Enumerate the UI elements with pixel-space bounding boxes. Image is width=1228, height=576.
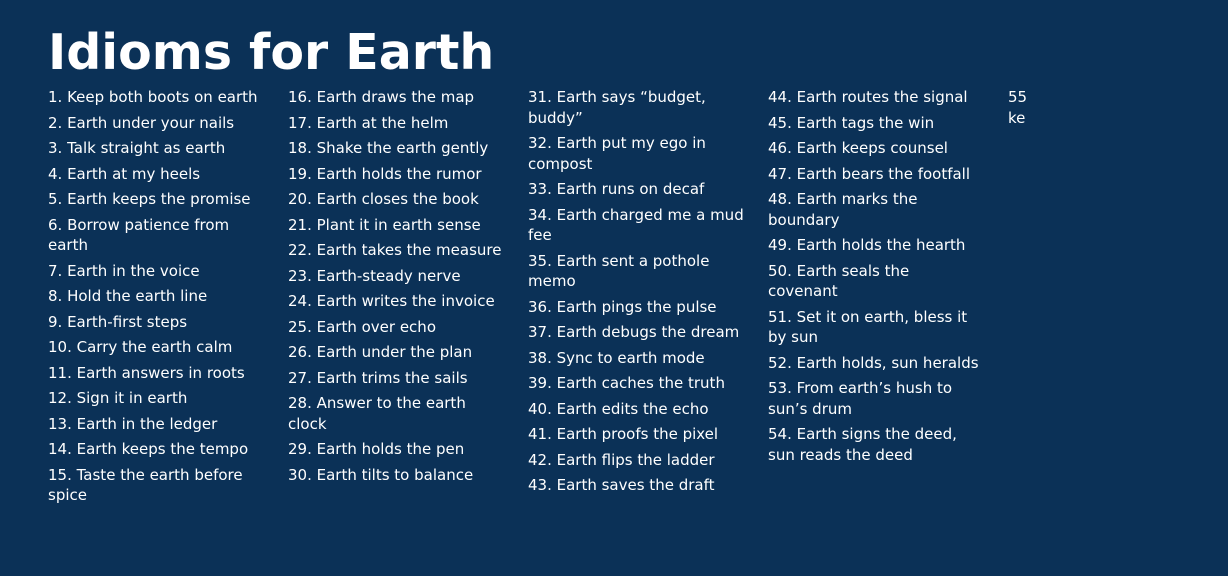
idiom-item: 15. Taste the earth before spice [48, 465, 243, 504]
idiom-item: 3. Talk straight as earth [48, 139, 226, 157]
idiom-item: 44. Earth routes the signal [768, 88, 968, 106]
idiom-item: 31. Earth says “budget, buddy” [528, 88, 706, 127]
idiom-item: 4. Earth at my heels [48, 164, 201, 183]
idiom-item: 8. Hold the earth line [48, 287, 208, 305]
idiom-item: 37. Earth debugs the dream [528, 323, 740, 341]
idiom-item: 22. Earth takes the measure [288, 241, 502, 259]
idiom-item: 33. Earth runs on decaf [528, 180, 705, 198]
idiom-item: 13. Earth in the ledger [48, 414, 218, 433]
idiom-item: 10. Carry the earth calm [48, 338, 233, 356]
idiom-item: 7. Earth in the voice [48, 261, 200, 280]
idiom-column-2 [288, 87, 508, 490]
idiom-item: 14. Earth keeps the tempo [48, 440, 249, 458]
idiom-item: 46. Earth keeps counsel [768, 139, 948, 157]
idiom-item: 26. Earth under the plan [288, 343, 473, 361]
idiom-item: 48. Earth marks the boundary [768, 190, 918, 229]
idiom-item: 30. Earth tilts to balance [288, 465, 474, 484]
idiom-item: 18. Shake the earth gently [288, 139, 489, 157]
idiom-item: 1. Keep both boots on earth [48, 88, 258, 106]
idiom-column-1 [48, 87, 268, 511]
idiom-item: 24. Earth writes the invoice [288, 292, 495, 310]
idiom-column-3 [528, 87, 748, 501]
idiom-text-fragment: ke [1008, 108, 1026, 127]
idiom-item: 51. Set it on earth, bless it by sun [768, 307, 968, 346]
slide-title: Idioms for Earth [48, 24, 495, 81]
idiom-item: 41. Earth proofs the pixel [528, 425, 719, 443]
idiom-item: 11. Earth answers in roots [48, 363, 245, 382]
idiom-item: 12. Sign it in earth [48, 389, 188, 407]
idiom-item: 20. Earth closes the book [288, 190, 479, 208]
idiom-item: 54. Earth signs the deed, sun reads the deed [768, 425, 957, 464]
idiom-item: 38. Sync to earth mode [528, 348, 705, 367]
idiom-item: 9. Earth-first steps [48, 312, 188, 331]
idiom-item: 34. Earth charged me a mud fee [528, 205, 744, 244]
idiom-item: 35. Earth sent a pothole memo [528, 251, 710, 290]
idiom-item: 16. Earth draws the map [288, 88, 475, 106]
idiom-column-4 [768, 87, 982, 470]
idiom-item: 32. Earth put my ego in compost [528, 134, 706, 173]
idiom-item: 43. Earth saves the draft [528, 476, 715, 494]
idiom-item: 50. Earth seals the covenant [768, 261, 910, 300]
idiom-item: 45. Earth tags the win [768, 113, 935, 132]
idiom-item [1008, 87, 1228, 128]
idiom-item: 42. Earth flips the ladder [528, 450, 715, 469]
idiom-item: 53. From earth’s hush to sun’s drum [768, 379, 953, 418]
idiom-item: 27. Earth trims the sails [288, 368, 468, 387]
idiom-item: 19. Earth holds the rumor [288, 164, 482, 183]
idiom-item: 52. Earth holds, sun heralds [768, 353, 979, 372]
idiom-item: 36. Earth pings the pulse [528, 297, 717, 316]
idiom-item: 28. Answer to the earth clock [288, 394, 466, 433]
idiom-item: 23. Earth-steady nerve [288, 266, 461, 285]
idiom-item: 47. Earth bears the footfall [768, 164, 971, 183]
idiom-item: 6. Borrow patience from earth [48, 215, 230, 254]
idiom-item: 5. Earth keeps the promise [48, 190, 251, 208]
idiom-column-5-clipped [1008, 87, 1028, 133]
idiom-item: 25. Earth over echo [288, 317, 436, 336]
idiom-item: 21. Plant it in earth sense [288, 215, 481, 234]
idiom-item: 29. Earth holds the pen [288, 440, 465, 458]
idiom-item: 39. Earth caches the truth [528, 374, 725, 392]
idiom-item: 2. Earth under your nails [48, 113, 235, 132]
idiom-item: 17. Earth at the helm [288, 113, 449, 132]
idiom-item: 49. Earth holds the hearth [768, 236, 966, 254]
idiom-item: 40. Earth edits the echo [528, 399, 709, 418]
idiom-text-fragment: 55 [1008, 88, 1028, 106]
